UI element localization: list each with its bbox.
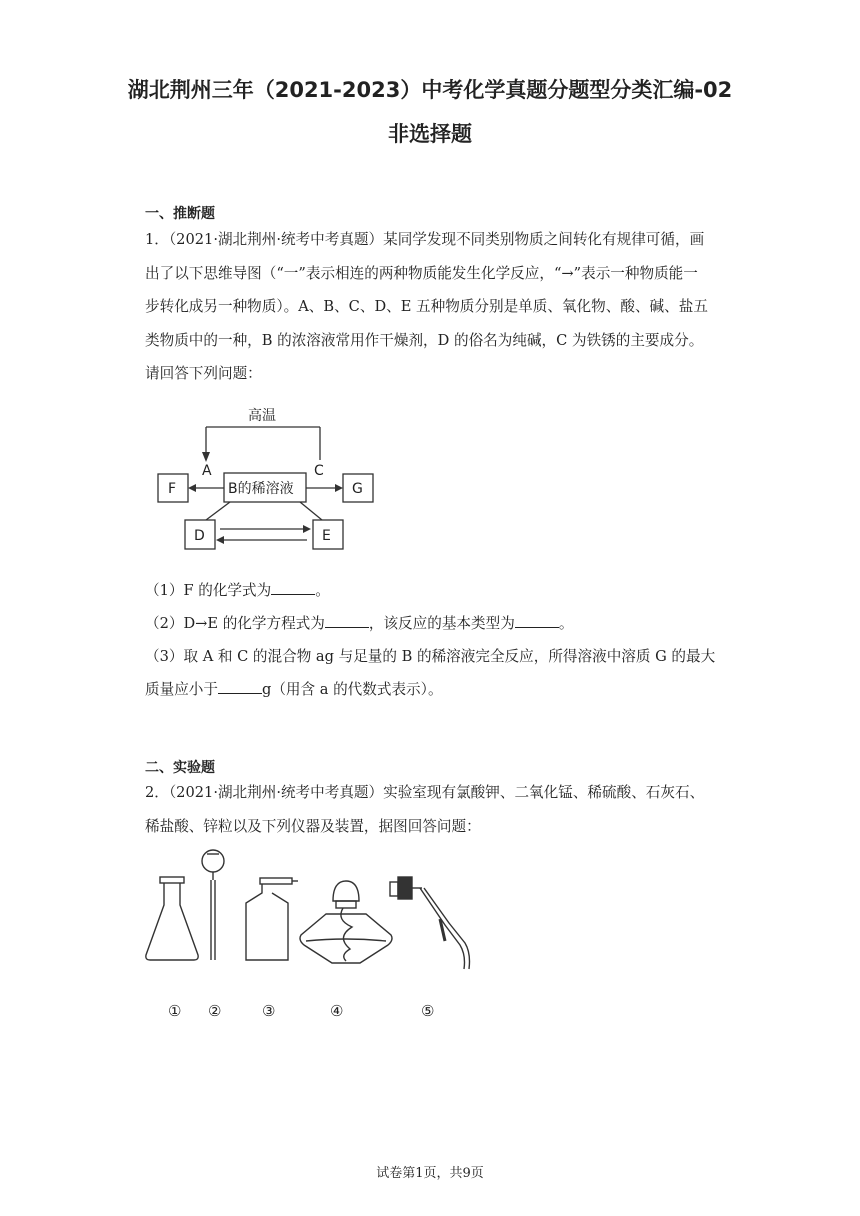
apparatus-label-2: ② <box>208 1002 222 1020</box>
question-1-line2: 出了以下思维导图（“一”表示相连的两种物质能发生化学反应，“→”表示一种物质能一 <box>145 264 698 282</box>
diagram-label-a: A <box>202 463 212 479</box>
answer-blank[interactable] <box>515 613 559 628</box>
apparatus-label-4: ④ <box>330 1002 344 1020</box>
long-neck-funnel-icon <box>202 850 224 960</box>
diagram-box-b: B的稀溶液 <box>228 481 294 497</box>
page-footer: 试卷第1页，共9页 <box>376 1166 484 1181</box>
question-1-line4: 类物质中的一种，B 的浓溶液常用作干燥剂，D 的俗名为纯碱，C 为铁锈的主要成分。 <box>145 331 704 349</box>
question-1-line1: 1．（2021·湖北荆州·统考中考真题）某同学发现不同类别物质之间转化有规律可循，画 <box>145 231 705 248</box>
alcohol-lamp-icon <box>300 881 392 963</box>
diagram-label-high-temperature: 高温 <box>248 408 276 424</box>
diagram-box-f: F <box>168 481 177 497</box>
question-2-line1: 2．（2021·湖北荆州·统考中考真题）实验室现有氯酸钾、二氧化锰、稀硫酸、石灰石、 <box>145 784 705 801</box>
question-1-part-2: （2）D→E 的化学方程式为 ，该反应的基本类型为 。 <box>145 615 574 632</box>
conical-flask-icon <box>146 877 198 960</box>
diagram-box-g: G <box>352 481 363 497</box>
question-1-stem <box>145 223 717 391</box>
question-1-part-3: （3）取 A 和 C 的混合物 ag 与足量的 B 的稀溶液完全反应，所得溶液中溶质 G 的最大 质量应小于 g（用含 a 的代数式表示）。 <box>145 648 716 698</box>
apparatus-label-5: ⑤ <box>421 1002 435 1020</box>
diagram-label-c: C <box>314 463 324 479</box>
diagram-box-d: D <box>194 528 205 544</box>
section-heading-inference: 一、推断题 <box>145 206 215 222</box>
document-title-line2: 非选择题 <box>388 122 472 146</box>
section-heading-experiment: 二、实验题 <box>145 760 215 776</box>
apparatus-label-1: ① <box>168 1002 182 1020</box>
question-2-stem <box>145 776 717 843</box>
lab-apparatus-figure <box>140 845 485 975</box>
question-1-line3: 步转化成另一种物质）。A、B、C、D、E 五种物质分别是单质、氧化物、酸、碱、盐五 <box>145 298 708 316</box>
answer-blank[interactable] <box>218 679 262 694</box>
answer-blank[interactable] <box>325 613 369 628</box>
answer-blank[interactable] <box>271 580 315 595</box>
reaction-mind-map-diagram <box>150 400 390 560</box>
stopper-with-tube-icon <box>390 877 470 969</box>
apparatus-label-3: ③ <box>262 1002 276 1020</box>
diagram-box-e: E <box>322 528 331 544</box>
document-title-line1: 湖北荆州三年（2021-2023）中考化学真题分题型分类汇编-02 <box>127 78 733 102</box>
question-1-part-1: （1）F 的化学式为 。 <box>145 582 330 599</box>
question-2-line2: 稀盐酸、锌粒以及下列仪器及装置，据图回答问题： <box>145 817 481 835</box>
question-1-line5: 请回答下列问题： <box>145 365 262 383</box>
gas-jar-icon <box>246 878 298 960</box>
